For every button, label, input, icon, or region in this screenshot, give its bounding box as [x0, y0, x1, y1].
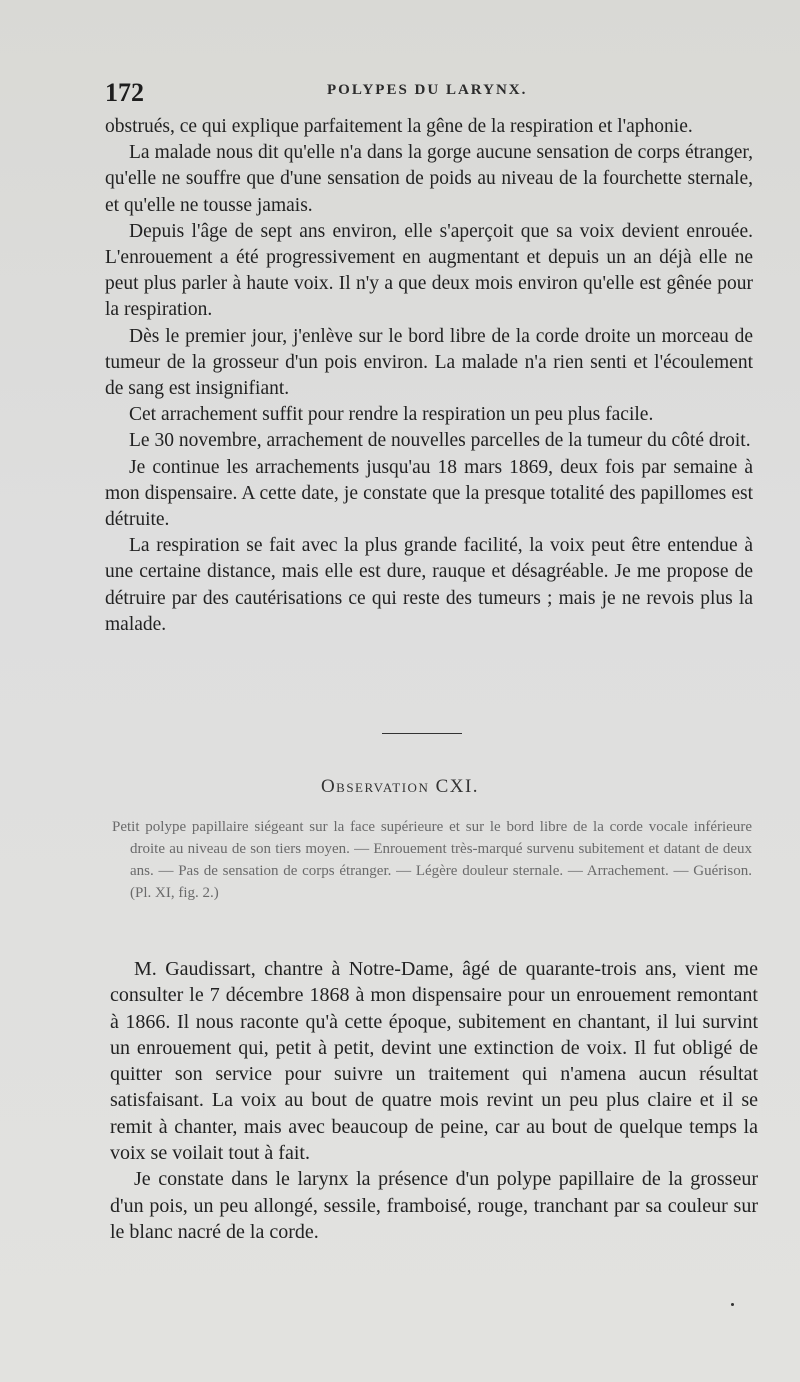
paragraph: La malade nous dit qu'elle n'a dans la gorge aucune sensation de corps étranger, qu'elle ne souffre que d'une sensation de poids au niveau de la fourchette sternale, et qu'elle ne tousse jamais.	[105, 142, 753, 216]
paragraph: La respiration se fait avec la plus grande facilité, la voix peut être entendue à une certaine distance, mais elle est dure, rauque et désagréable. Je me propose de détruire par des cautérisations ce qui reste des tumeurs ; mais je ne revois plus la malade.	[105, 535, 753, 635]
observation-summary	[112, 816, 752, 904]
paragraph: Depuis l'âge de sept ans environ, elle s'aperçoit que sa voix devient enrouée. L'enrouement a été progressivement en augmentant et depuis un an déjà elle ne peut plus parler à haute voix. Il n'y a que deux mois environ qu'elle est gênée pour la respiration.	[105, 220, 753, 321]
case-text-top	[105, 114, 753, 638]
paragraph: Dès le premier jour, j'enlève sur le bord libre de la corde droite un morceau de tumeur de la grosseur d'un pois environ. La malade n'a rien senti et l'écoulement de sang est insignifiant.	[105, 325, 753, 400]
page-header	[105, 78, 755, 112]
paragraph: Cet arrachement suffit pour rendre la respiration un peu plus facile.	[129, 404, 654, 426]
page-number: 172	[105, 78, 144, 107]
running-head: POLYPES DU LARYNX.	[327, 82, 528, 98]
case-text-bottom	[110, 956, 758, 1245]
paragraph: obstrués, ce qui explique parfaitement la gêne de la respiration et l'aphonie.	[105, 116, 693, 137]
summary-text: Petit polype papillaire siégeant sur la face supérieure et sur le bord libre de la corde vocale inférieure droite au niveau de son tiers moyen. — Enrouement très-marqué survenu subitement et datant de deux ans. — Pas de sensation de corps étranger. — Légère douleur sternale. — Arrachement. — Guérison. (Pl. XI, fig. 2.)	[112, 819, 752, 901]
ink-speck	[731, 1303, 734, 1306]
section-divider	[382, 733, 462, 734]
paragraph: M. Gaudissart, chantre à Notre-Dame, âgé de quarante-trois ans, vient me consulter le 7 décembre 1868 à mon dispensaire pour un enrouement remontant à 1866. Il nous raconte qu'à cette époque, subitement en chantant, il lui survint un enrouement qui, petit à petit, devint une extinction de voix. Il fut obligé de quitter son service pour suivre un traitement qui n'amena aucun résultat satisfaisant. La voix au bout de quatre mois revint un peu plus claire et il se remit à chanter, mais avec beaucoup de peine, car au bout de quelque temps la voix se voilait tout à fait.	[110, 958, 758, 1165]
paragraph: Je constate dans le larynx la présence d'un polype papillaire de la grosseur d'un pois, un peu allongé, sessile, framboisé, rouge, tranchant par sa couleur sur le blanc nacré de la corde.	[110, 1168, 758, 1243]
observation-title: Observation CXI.	[320, 776, 480, 797]
paragraph: Je continue les arrachements jusqu'au 18 mars 1869, deux fois par semaine à mon dispensaire. A cette date, je constate que la presque totalité des papillomes est détruite.	[105, 456, 753, 531]
paragraph: Le 30 novembre, arrachement de nouvelles parcelles de la tumeur du côté droit.	[129, 430, 751, 452]
